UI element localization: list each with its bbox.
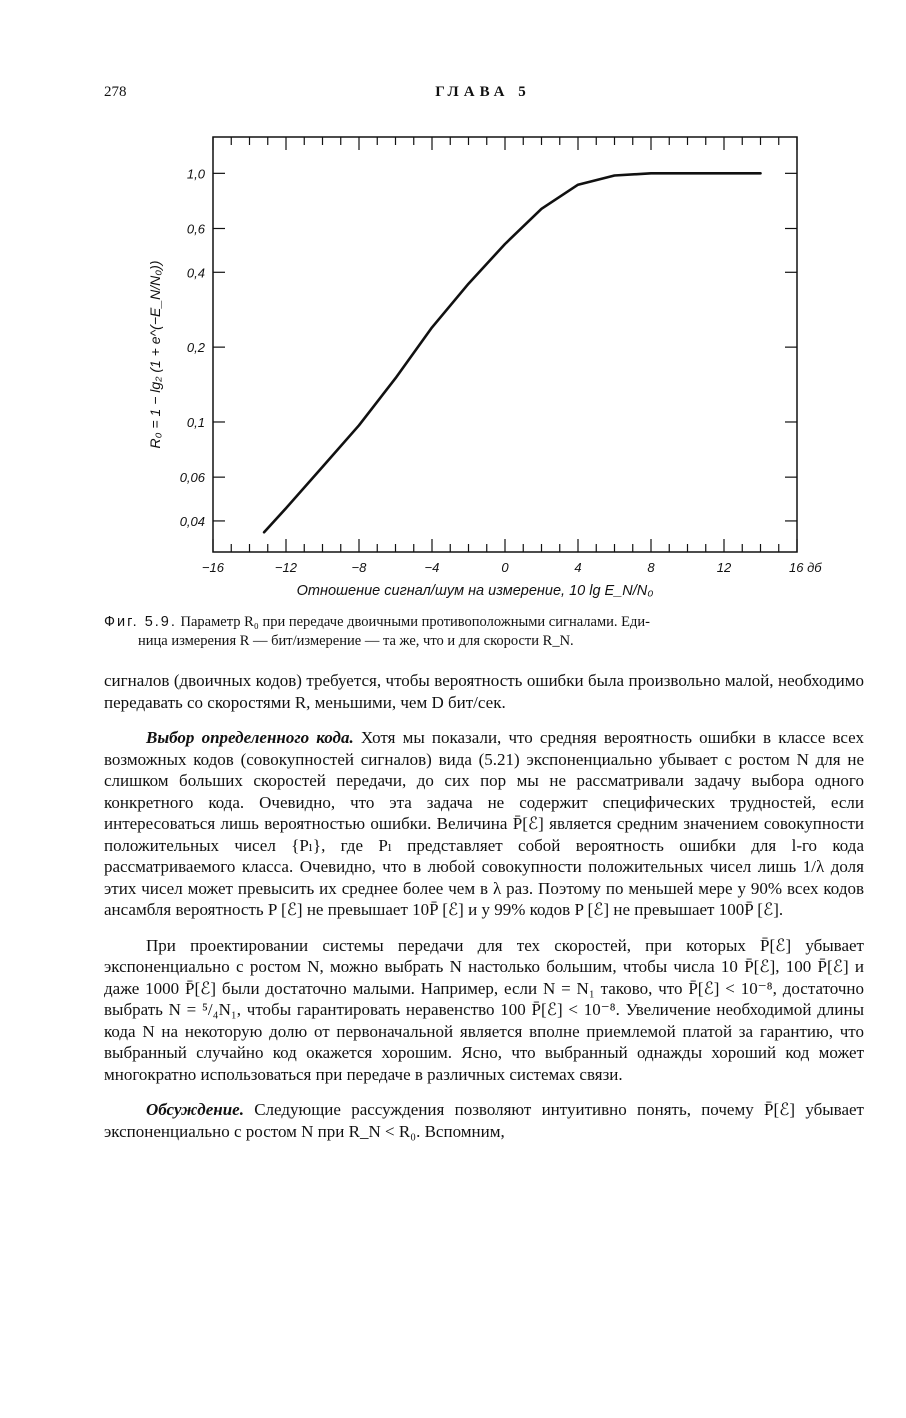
x-tick-label: 16 дб [789, 560, 822, 575]
x-tick-label: −12 [274, 560, 298, 575]
x-tick-label: −8 [351, 560, 367, 575]
caption-line2: ница измерения R — бит/измерение — та же, что и для скорости R_N. [138, 633, 574, 649]
x-tick-label: 0 [501, 560, 509, 575]
paragraph-4-heading: Обсуждение. [146, 1100, 244, 1119]
paragraph-4-text: Следующие рассуждения позволяют интуитивно понять, почему P̄[ℰ] убывает экспоненциально с ростом N при R_N < R₀. Вспомним, [104, 1100, 864, 1141]
series-line [264, 173, 760, 532]
y-tick-label: 0,04 [179, 513, 205, 529]
paragraph-2-heading: Выбор определенного кода. [146, 728, 354, 747]
chapter-title: ГЛАВА 5 [435, 84, 531, 100]
x-tick-label: −4 [424, 560, 440, 575]
paragraph-2-text: Хотя мы показали, что средняя вероятность ошибки в классе всех возможных кодов (совокупностей сигналов) вида (5.21) экспоненциально убывает с ростом N для не слишком больших скоростей передачи, до сих пор мы не рассматривали задачу выбора одного конкретного кода. Очевидно, что эта задача не содержит специфических трудностей, если интересоваться лишь вероятностью ошибки. Величина P̄[ℰ] является средним значением совокупности положительных чисел {Pₗ}, где Pₗ представляет собой вероятность ошибки для l-го кода рассматриваемого класса. Очевидно, что в любой совокупности положительных чисел лишь 1/λ доля этих чисел может превысить их среднее более чем в λ раз. Поэтому по меньшей мере у 90% всех кодов ансамбля вероятность P [ℰ] не превышает 10P̄ [ℰ] и у 99% кодов P [ℰ] не превышает 100P̄ [ℰ]. [104, 728, 864, 919]
figure-caption [104, 613, 864, 651]
paragraph-4 [104, 1099, 864, 1142]
y-tick-label: 0,2 [186, 340, 205, 356]
paragraph-3: При проектировании системы передачи для тех скоростей, при которых P̄[ℰ] убывает экспоненциально с ростом N, можно выбрать N настолько большим, чтобы числа 10 P̄[ℰ], 100 P̄[ℰ] и даже 1000 P̄[ℰ] были достаточно малыми. Например, если N = N₁ таково, что P̄[ℰ] < 10⁻⁸, достаточно выбрать N = ⁵/₄N₁, чтобы гарантировать неравенство 100 P̄[ℰ] < 10⁻⁸. Увеличение необходимой длины кода N на некоторую долю от первоначальной является вполне приемлемой платой за гарантию, что выбранный случайно код окажется хорошим. Ясно, что выбранный однажды хороший код может многократно использоваться при передаче в различных системах связи. [104, 935, 864, 1084]
body-text [104, 670, 864, 1156]
x-axis-title: Отношение сигнал/шум на измерение, 10 lg E_N/N₀ [296, 583, 654, 599]
caption-label: Фиг. 5.9. [104, 614, 177, 630]
x-tick-label: 4 [574, 560, 582, 575]
y-axis-title: R₀ = 1 − lg₂ (1 + e^(−E_N/N₀)) [147, 260, 163, 449]
x-tick-label: 8 [647, 560, 655, 575]
caption-line1: Параметр R₀ при передаче двоичными противоположными сигналами. Еди- [180, 614, 650, 630]
paragraph-1: сигналов (двоичных кодов) требуется, чтобы вероятность ошибки была произвольно малой, необходимо передавать со скоростями R, меньшими, чем D бит/сек. [104, 671, 864, 712]
paragraph-2 [104, 727, 864, 921]
y-tick-label: 0,4 [186, 265, 205, 281]
y-tick-label: 0,06 [179, 470, 205, 486]
page-header [104, 84, 862, 108]
x-tick-label: 12 [716, 560, 732, 575]
r0-chart [140, 120, 860, 610]
y-tick-label: 0,1 [186, 414, 205, 430]
y-tick-label: 1,0 [186, 166, 205, 182]
x-tick-label: −16 [201, 560, 225, 575]
y-tick-label: 0,6 [186, 221, 205, 237]
page-number: 278 [104, 84, 127, 100]
